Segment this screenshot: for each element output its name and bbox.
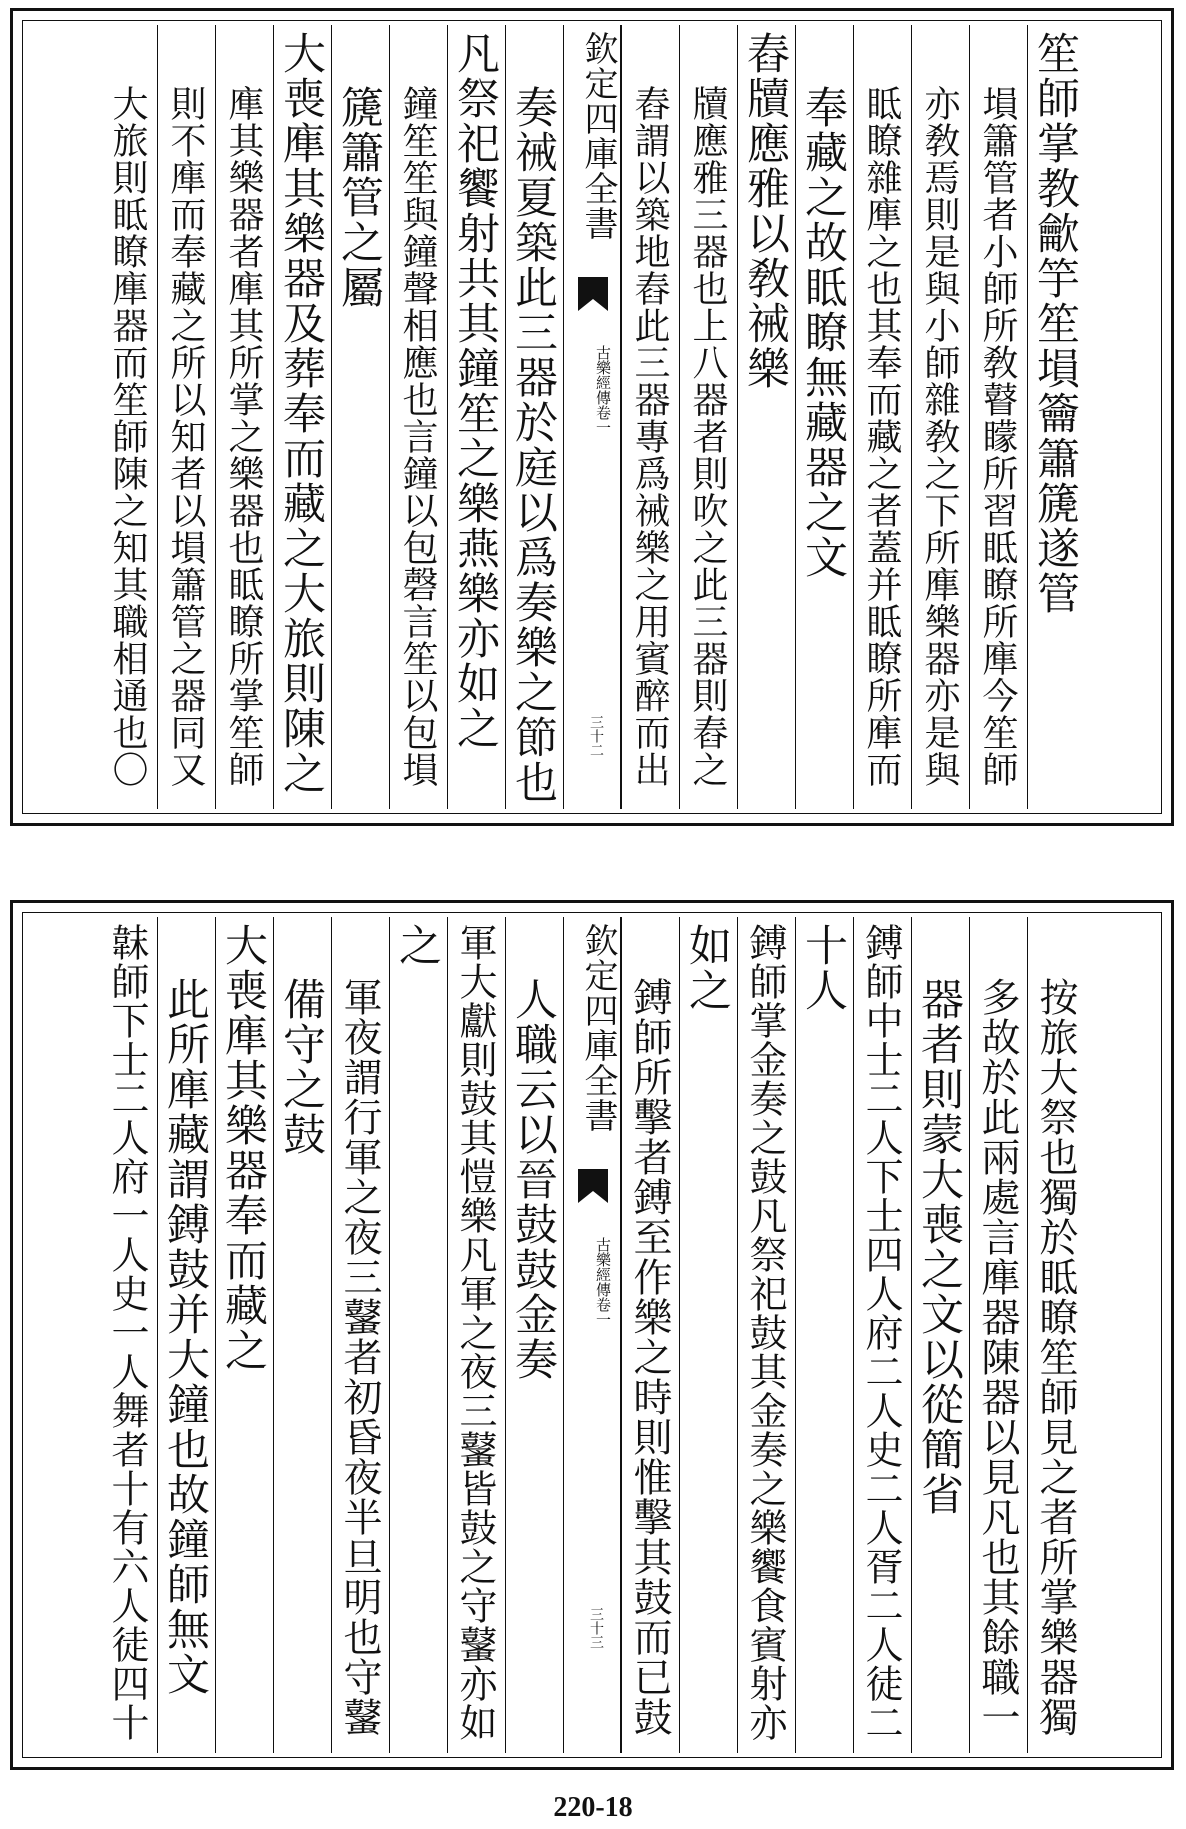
- page-number: 220-18: [553, 1792, 633, 1823]
- text-column: [853, 25, 911, 809]
- main-text: 之: [392, 923, 442, 968]
- center-gutter: [563, 25, 621, 809]
- text-column: [447, 25, 505, 809]
- collection-title: 欽定四庫全書: [578, 31, 618, 241]
- text-column: [911, 917, 969, 1753]
- text-column: [99, 25, 157, 809]
- fish-tail-mark-icon: [578, 1169, 608, 1209]
- text-column: [389, 25, 447, 809]
- main-text: 十人: [798, 923, 848, 1013]
- commentary-text: 眡瞭雜㢑之也其奉而藏之者蓋并眡瞭所㢑而: [861, 85, 902, 788]
- book-and-volume-label: [574, 345, 612, 435]
- volume-label: 卷一: [594, 1297, 612, 1327]
- commentary-text: 塤簫管者小師所敎瞽矇所習眡瞭所㢑今笙師: [977, 85, 1018, 788]
- commentary-text: 篪簫管之屬: [334, 85, 384, 310]
- center-gutter: [563, 917, 621, 1753]
- text-column: [331, 25, 389, 809]
- text-column: [969, 917, 1027, 1753]
- text-column: [157, 917, 215, 1753]
- text-column: [737, 917, 795, 1753]
- text-column: [679, 917, 737, 1753]
- text-column: [621, 917, 679, 1753]
- commentary-text: 器者則蒙大喪之文以從簡省: [914, 977, 964, 1517]
- commentary-text: 軍夜謂行軍之夜三鼜者初昏夜半旦明也守鼜: [337, 977, 382, 1737]
- fish-tail-mark-icon: [578, 277, 608, 317]
- collection-title: 欽定四庫全書: [578, 923, 618, 1133]
- text-column: [795, 917, 853, 1753]
- main-text: 大喪㢑其樂器及葬奉而藏之大旅則陳之: [276, 31, 326, 796]
- commentary-text: 人職云以晉鼓鼓金奏: [508, 977, 558, 1382]
- text-column: [215, 25, 273, 809]
- text-column: [157, 25, 215, 809]
- text-column: [273, 25, 331, 809]
- commentary-text: 備守之鼓: [276, 977, 326, 1157]
- text-column: [853, 917, 911, 1753]
- main-text: 軍大獻則鼓其愷樂凡軍之夜三鼜皆鼓之守鼜亦如: [453, 923, 497, 1742]
- commentary-text: 㢑其樂器者㢑其所掌之樂器也眡瞭所掌笙師: [223, 85, 264, 788]
- main-text: 鎛師中士二人下士四人府二人史二人胥二人徒二: [859, 923, 903, 1742]
- text-column: [505, 25, 563, 809]
- text-column: [273, 917, 331, 1753]
- book-title: 古樂經傳: [594, 345, 612, 405]
- main-text: 大喪㢑其樂器奉而藏之: [218, 923, 268, 1373]
- text-column: [447, 917, 505, 1753]
- text-column: [505, 917, 563, 1753]
- text-column: [679, 25, 737, 809]
- text-column: [621, 25, 679, 809]
- commentary-text: 則不㢑而奉藏之所以知者以塤簫管之器同又: [165, 85, 206, 788]
- leaf-number: 三十三: [588, 1607, 604, 1649]
- main-text: 舂牘應雅以敎祴樂: [740, 31, 790, 391]
- commentary-text: 此所㢑藏謂鎛鼓并大鐘也故鐘師無文: [160, 977, 210, 1697]
- text-column: [1027, 25, 1085, 809]
- leaf-number: 三十二: [588, 715, 604, 757]
- text-column: [737, 25, 795, 809]
- volume-label: 卷一: [594, 405, 612, 435]
- top-page-panel: [10, 8, 1174, 826]
- book-title: 古樂經傳: [594, 1237, 612, 1297]
- bottom-page-frame: [22, 912, 1162, 1758]
- text-column: [389, 917, 447, 1753]
- text-column: [99, 917, 157, 1753]
- main-text: 如之: [682, 923, 732, 1013]
- commentary-text: 舂謂以築地舂此三器專爲祴樂之用賓醉而出: [629, 85, 670, 788]
- text-column: [215, 917, 273, 1753]
- text-column: [911, 25, 969, 809]
- text-column: [795, 25, 853, 809]
- top-page-frame: [22, 20, 1162, 814]
- main-text: 凡祭祀饗射共其鐘笙之樂燕樂亦如之: [450, 31, 500, 751]
- commentary-text: 奉藏之故眡瞭無藏器之文: [798, 85, 848, 580]
- commentary-text: 大旅則眡瞭㢑器而笙師陳之知其職相通也〇: [107, 85, 148, 788]
- commentary-text: 牘應雅三器也上八器者則吹之此三器則舂之: [687, 85, 728, 788]
- commentary-text: 鎛師所擊者鎛至作樂之時則惟擊其鼓而已鼓: [627, 977, 672, 1737]
- commentary-text: 按旅大祭也獨於眡瞭笙師見之者所掌樂器獨: [1033, 977, 1078, 1737]
- commentary-text: 鐘笙笙與鐘聲相應也言鐘以包磬言笙以包塤: [397, 85, 438, 788]
- text-column: [331, 917, 389, 1753]
- commentary-text: 亦敎焉則是與小師雜敎之下所㢑樂器亦是與: [919, 85, 960, 788]
- main-text: 笙師掌教龡竽笙塤籥簫篪遂管: [1030, 31, 1080, 616]
- bottom-page-panel: [10, 900, 1174, 1770]
- book-and-volume-label: [574, 1237, 612, 1327]
- text-column: [969, 25, 1027, 809]
- main-text: 韎師下士二人府一人史一人舞者十有六人徒四十: [105, 923, 149, 1742]
- main-text: 鎛師掌金奏之鼓凡祭祀鼓其金奏之樂饗食賓射亦: [743, 923, 787, 1742]
- commentary-text: 奏祴夏築此三器於庭以爲奏樂之節也: [508, 85, 558, 805]
- text-column: [1027, 917, 1085, 1753]
- commentary-text: 多故於此兩處言㢑器陳器以見凡也其餘職一: [975, 977, 1020, 1737]
